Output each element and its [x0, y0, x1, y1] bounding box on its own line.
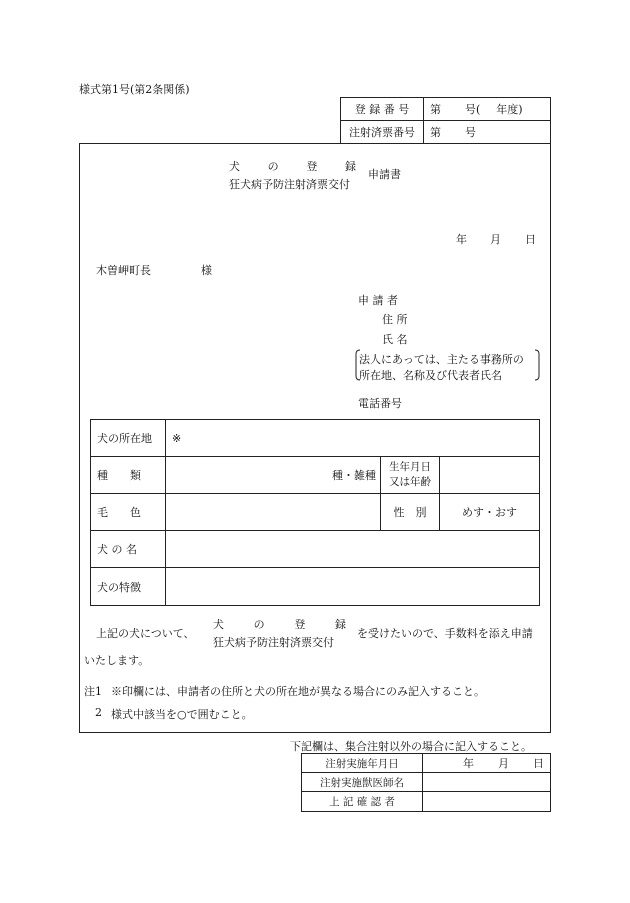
- date-day: 日: [525, 233, 536, 246]
- request-line2: いたします。: [84, 654, 150, 667]
- form-title: [229, 158, 356, 192]
- date-month: 月: [490, 233, 501, 246]
- birthdate-label-line2: 又は年齢: [389, 476, 431, 488]
- note-2-text: 様式中該当を○で囲むこと。: [111, 708, 253, 721]
- date-year: 年: [456, 233, 467, 246]
- dog-location-label: 犬の所在地: [97, 432, 152, 445]
- vaccination-month: 月: [498, 757, 509, 770]
- vaccination-date-field[interactable]: [423, 754, 550, 772]
- birthdate-field[interactable]: [440, 457, 539, 493]
- coat-color-label: 毛 色: [97, 506, 141, 519]
- bottom-caption: 下記欄は、集合注射以外の場合に記入すること。: [290, 740, 532, 753]
- form-number-label: 様式第1号(第2条関係): [79, 83, 190, 96]
- vaccination-date-label: 注射実施年月日: [325, 757, 399, 770]
- note-2-prefix: 2: [95, 706, 102, 719]
- vaccination-day: 日: [533, 757, 544, 770]
- right-brace-icon: [534, 349, 542, 381]
- title-top-line: [229, 158, 356, 174]
- veterinarian-field[interactable]: [423, 773, 550, 791]
- applicant-address-label: 住 所: [382, 313, 408, 326]
- breed-options: 種・雑種: [332, 469, 376, 482]
- dog-info-table: [90, 419, 540, 605]
- note-1-text: ※印欄には、申請者の住所と犬の所在地が異なる場合にのみ記入すること。: [111, 685, 485, 698]
- request-title-char: 録: [334, 618, 346, 631]
- tag-number-prefix: 第: [430, 126, 441, 139]
- dog-features-field[interactable]: [166, 568, 539, 605]
- addressee-honorific: 様: [201, 264, 212, 277]
- veterinarian-label: 注射実施獣医師名: [320, 776, 404, 789]
- confirmer-field[interactable]: [423, 792, 550, 811]
- coat-color-field[interactable]: [166, 494, 380, 530]
- applicant-name-label: 氏 名: [382, 333, 408, 346]
- request-title-char: 犬: [213, 618, 224, 631]
- title-char: 録: [344, 160, 356, 173]
- registration-number-mid: 号(: [465, 103, 481, 116]
- title-char: 登: [306, 160, 318, 173]
- corporate-note: [354, 349, 538, 381]
- corporate-note-line1: 法人にあっては、主たる事務所の: [359, 353, 524, 366]
- vaccination-year: 年: [463, 757, 474, 770]
- confirmer-label: 上 記 確 認 者: [329, 796, 395, 808]
- tag-number-label: 注射済票番号: [349, 126, 415, 139]
- vaccination-table: [301, 753, 551, 811]
- title-bottom-line: 狂犬病予防注射済票交付: [229, 178, 350, 191]
- dog-type-label: 種 類: [97, 469, 141, 482]
- applicant-phone-label: 電話番号: [358, 397, 402, 410]
- sex-options: めす・おす: [462, 506, 517, 519]
- request-lead: 上記の犬について、: [96, 627, 195, 640]
- request-title: [213, 616, 346, 650]
- request-title-char: の: [253, 618, 265, 631]
- addressee-name: 木曽岬町長: [96, 264, 151, 277]
- note-1-prefix: 注1: [84, 685, 102, 698]
- applicant-heading: 申 請 者: [358, 294, 398, 307]
- request-title-top: [213, 616, 346, 632]
- dog-name-field[interactable]: [166, 531, 539, 567]
- request-title-bottom: 狂犬病予防注射済票交付: [213, 636, 334, 649]
- asterisk-mark: ※: [172, 431, 182, 445]
- registration-number-field[interactable]: [424, 98, 550, 120]
- registration-number-label: 登 録 番 号: [354, 103, 410, 116]
- breed-field[interactable]: [166, 457, 380, 493]
- request-title-char: 登: [294, 618, 306, 631]
- sex-field[interactable]: [440, 494, 539, 530]
- tag-number-field[interactable]: [424, 121, 550, 143]
- corporate-note-line2: 所在地、名称及び代表者氏名: [359, 369, 502, 382]
- request-tail: を受けたいので、手数料を添え申請: [357, 627, 533, 640]
- dog-location-field[interactable]: [166, 420, 539, 456]
- tag-number-suffix: 号: [465, 126, 476, 139]
- registration-table: [340, 97, 551, 143]
- registration-number-prefix: 第: [430, 103, 441, 116]
- title-char: の: [267, 160, 279, 173]
- birthdate-label-line1: 生年月日: [389, 461, 431, 473]
- title-char: 犬: [229, 160, 240, 173]
- dog-name-label: 犬 の 名: [97, 543, 137, 556]
- dog-features-label: 犬の特徴: [97, 580, 141, 594]
- registration-number-year-suffix: 年度): [496, 103, 523, 116]
- sex-label: 性 別: [393, 506, 427, 519]
- title-suffix: 申請書: [368, 168, 401, 181]
